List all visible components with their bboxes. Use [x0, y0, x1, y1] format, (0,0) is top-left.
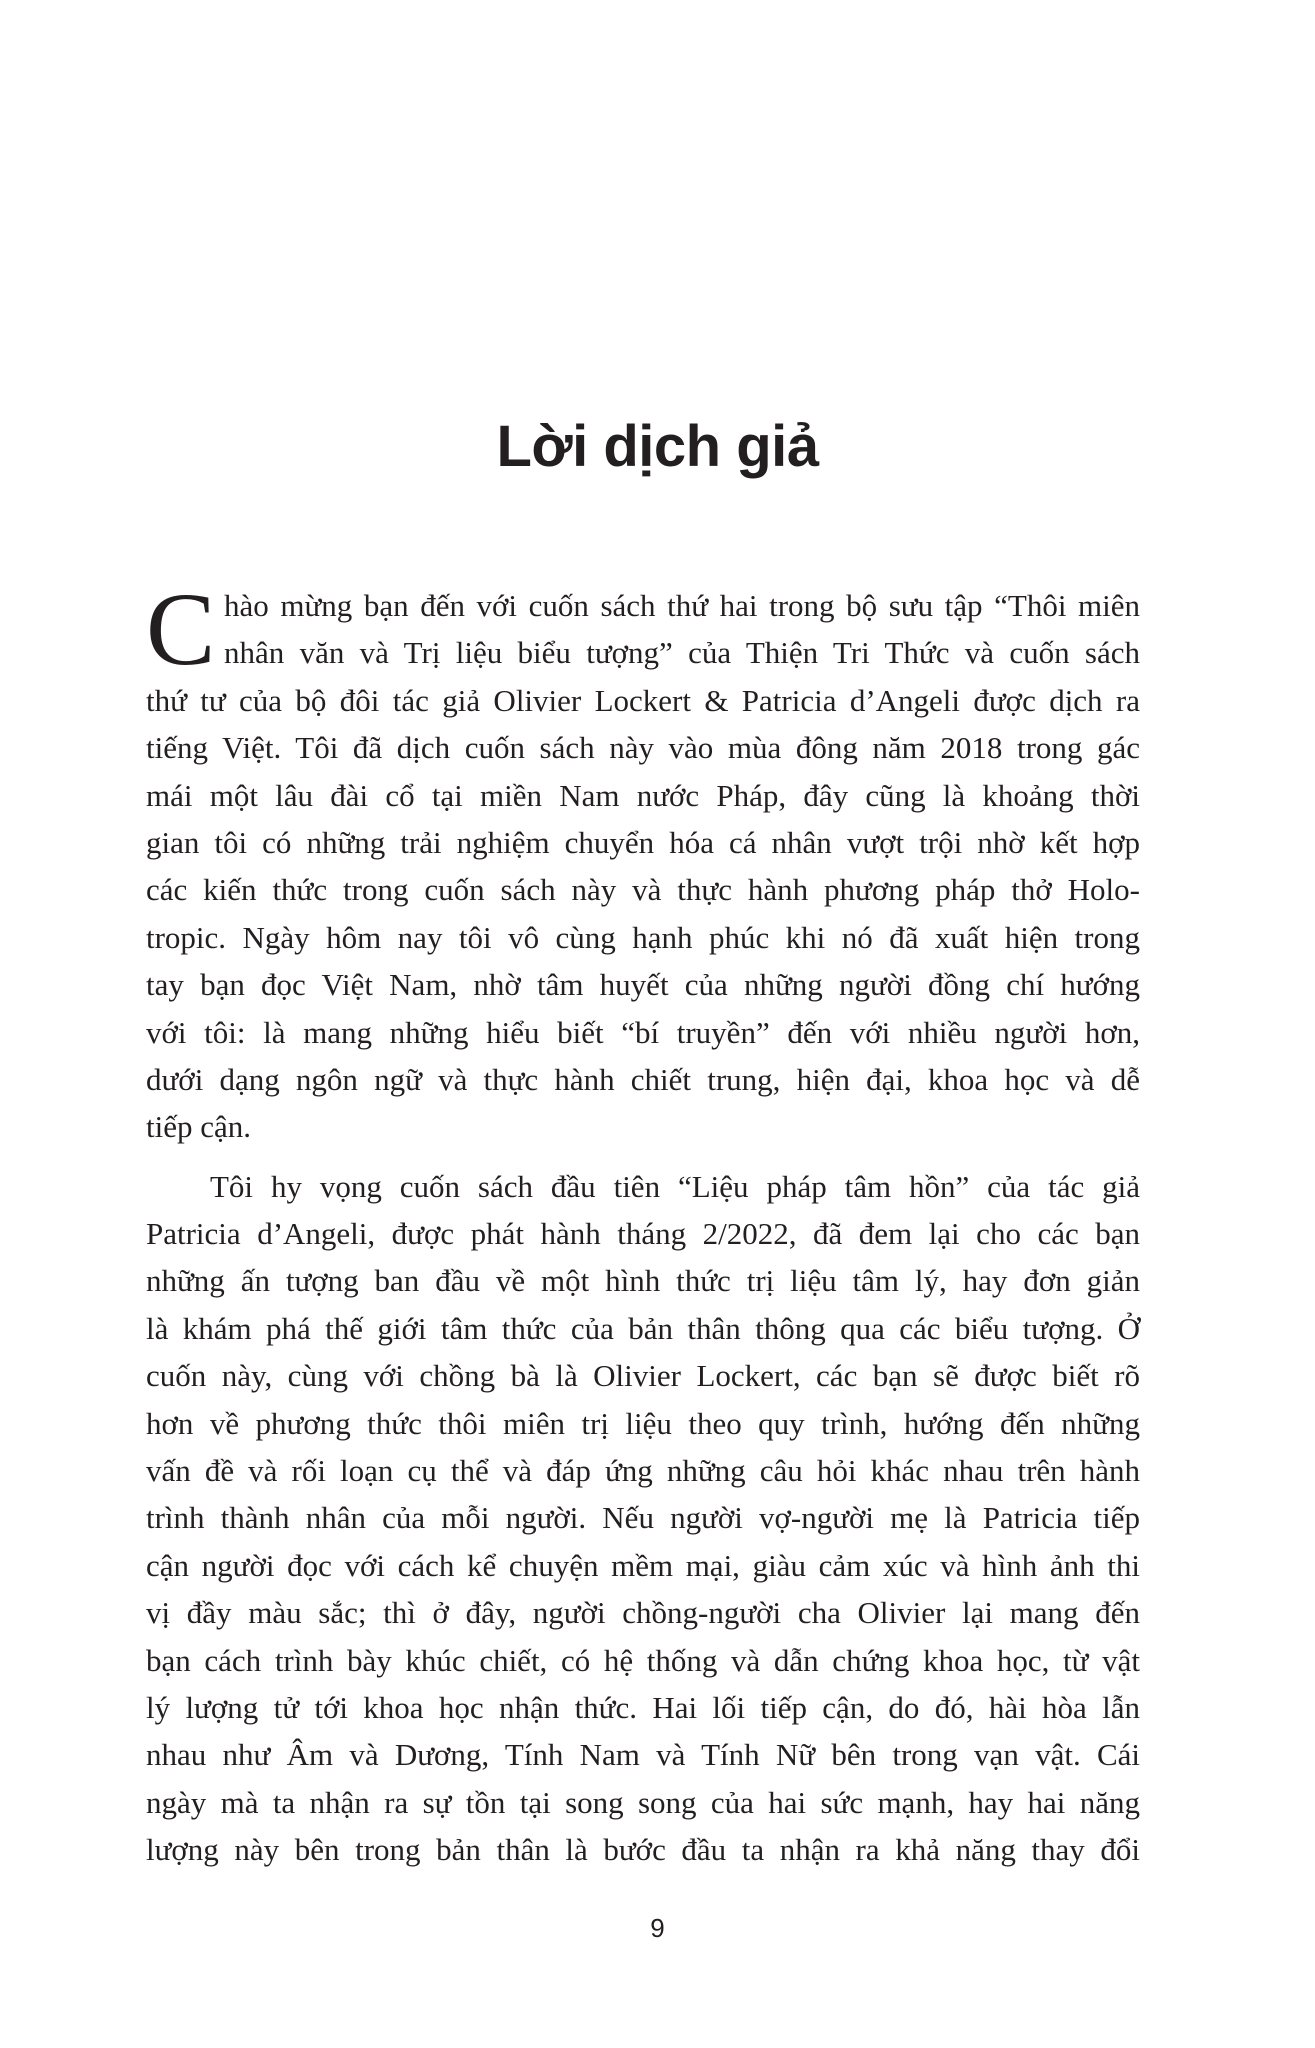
- text-line: ngày mà ta nhận ra sự tồn tại song song của hai sức mạnh, hay hai năng: [146, 1784, 1140, 1820]
- text-line: Patricia d’Angeli, được phát hành tháng 2/2022, đã đem lại cho các bạn: [146, 1216, 1140, 1252]
- text-line: bạn cách trình bày khúc chiết, có hệ thống và dẫn chứng khoa học, từ vật: [146, 1642, 1140, 1678]
- page-number: 9: [650, 1913, 665, 1943]
- text-line: cận người đọc với cách kể chuyện mềm mại, giàu cảm xúc và hình ảnh thi: [146, 1547, 1140, 1583]
- body-text: [146, 572, 1140, 1874]
- text-line: dưới dạng ngôn ngữ và thực hành chiết trung, hiện đại, khoa học và dễ: [146, 1061, 1140, 1097]
- text-line: cuốn này, cùng với chồng bà là Olivier Lockert, các bạn sẽ được biết rõ: [146, 1358, 1140, 1394]
- paragraph-1: [146, 572, 1140, 1151]
- text-line: nhau như Âm và Dương, Tính Nam và Tính Nữ bên trong vạn vật. Cái: [146, 1737, 1140, 1773]
- text-line: tay bạn đọc Việt Nam, nhờ tâm huyết của những người đồng chí hướng: [146, 967, 1140, 1003]
- text-line: lượng này bên trong bản thân là bước đầu ta nhận ra khả năng thay đổi: [146, 1832, 1140, 1868]
- text-line: vấn đề và rối loạn cụ thể và đáp ứng những câu hỏi khác nhau trên hành: [146, 1453, 1140, 1489]
- text-line: tropic. Ngày hôm nay tôi vô cùng hạnh phúc khi nó đã xuất hiện trong: [146, 919, 1140, 955]
- text-line: Tôi hy vọng cuốn sách đầu tiên “Liệu pháp tâm hồn” của tác giả: [210, 1168, 1140, 1204]
- text-line: hào mừng bạn đến với cuốn sách thứ hai trong bộ sưu tập “Thôi miên: [224, 588, 1140, 623]
- drop-cap: C: [146, 572, 216, 687]
- text-line: trình thành nhân của mỗi người. Nếu người vợ-người mẹ là Patricia tiếp: [146, 1500, 1140, 1536]
- text-line: là khám phá thế giới tâm thức của bản thân thông qua các biểu tượng. Ở: [146, 1310, 1140, 1346]
- text-line: vị đầy màu sắc; thì ở đây, người chồng-người cha Olivier lại mang đến: [146, 1595, 1140, 1631]
- text-line: các kiến thức trong cuốn sách này và thực hành phương pháp thở Holo-: [146, 872, 1140, 908]
- text-line: thứ tư của bộ đôi tác giả Olivier Lockert & Patricia d’Angeli được dịch ra: [146, 682, 1140, 718]
- text-line: hơn về phương thức thôi miên trị liệu theo quy trình, hướng đến những: [146, 1405, 1140, 1441]
- text-line: gian tôi có những trải nghiệm chuyển hóa cá nhân vượt trội nhờ kết hợp: [146, 824, 1140, 860]
- text-line: lý lượng tử tới khoa học nhận thức. Hai lối tiếp cận, do đó, hài hòa lẫn: [146, 1689, 1140, 1725]
- paragraph-2: [146, 1163, 1140, 1874]
- page-title: Lời dịch giả: [496, 414, 819, 479]
- text-line: nhân văn và Trị liệu biểu tượng” của Thiện Tri Thức và cuốn sách: [224, 635, 1140, 671]
- text-line: tiếng Việt. Tôi đã dịch cuốn sách này vào mùa đông năm 2018 trong gác: [146, 730, 1140, 766]
- text-line: với tôi: là mang những hiểu biết “bí truyền” đến với nhiều người hơn,: [146, 1014, 1140, 1050]
- text-line: tiếp cận.: [146, 1109, 252, 1145]
- text-line: những ấn tượng ban đầu về một hình thức trị liệu tâm lý, hay đơn giản: [146, 1263, 1140, 1299]
- text-line: mái một lâu đài cổ tại miền Nam nước Pháp, đây cũng là khoảng thời: [146, 777, 1140, 813]
